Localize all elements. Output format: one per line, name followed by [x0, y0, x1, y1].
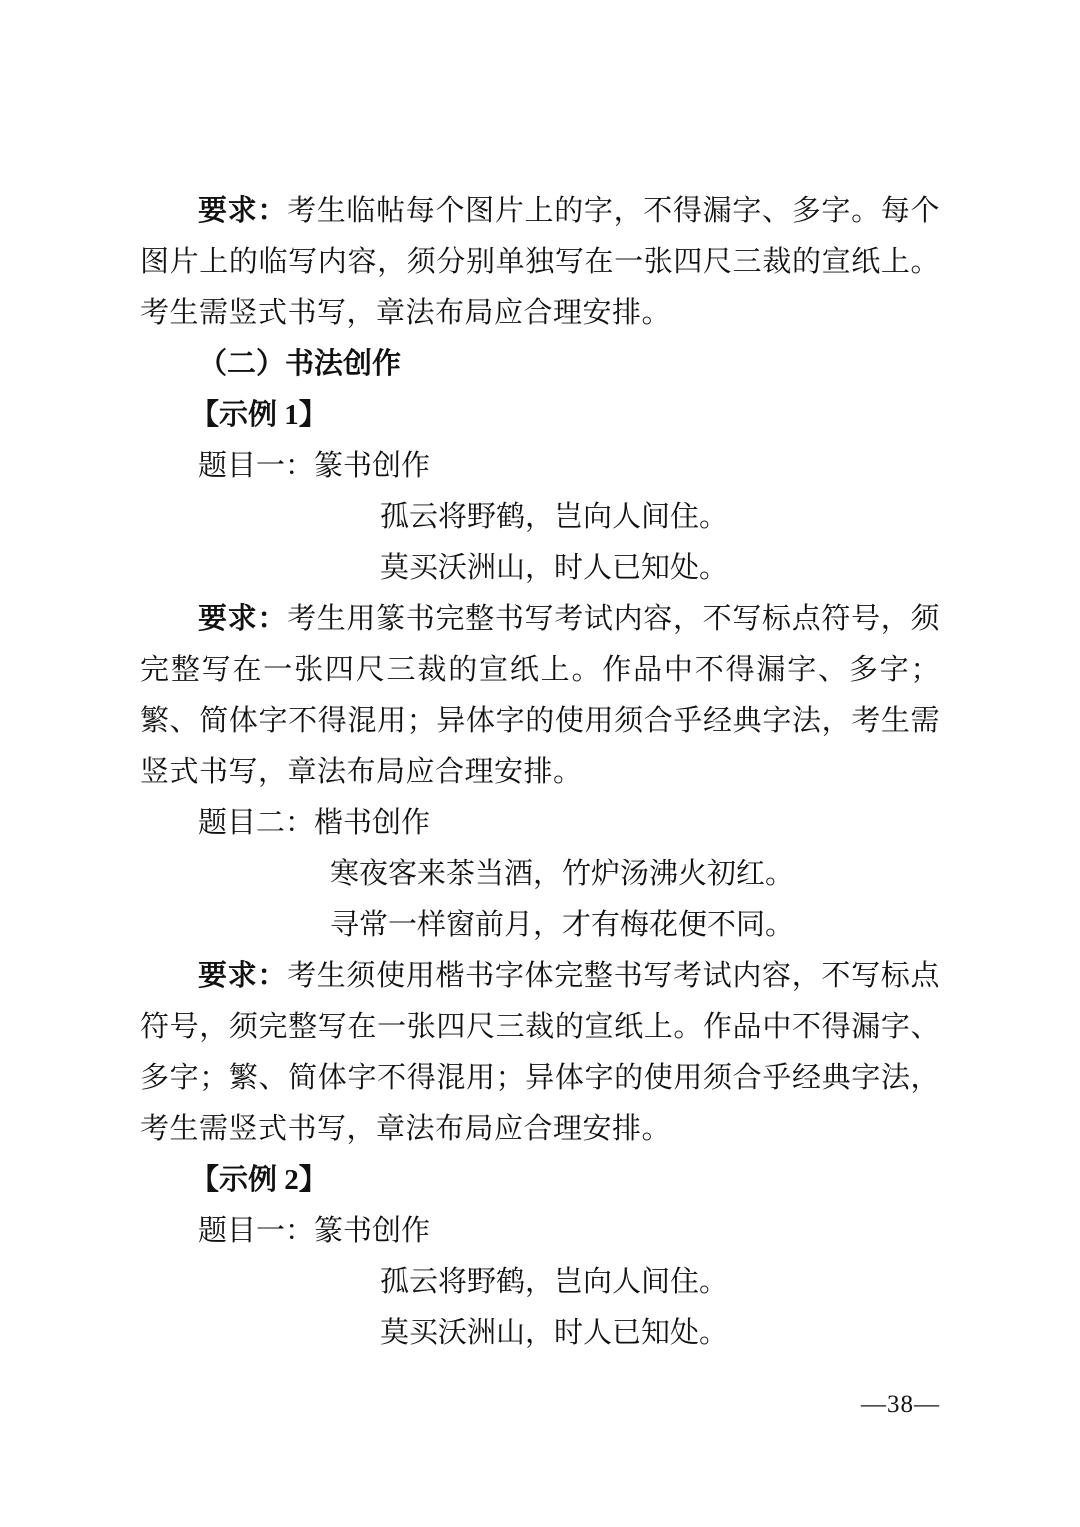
example-heading-1: 【示例 1】: [190, 399, 328, 431]
page-content: [140, 186, 940, 1359]
requirement-text-1: 考生临帖每个图片上的字，不得漏字、多字。每个图片上的临写内容，须分别单独写在一张四尺三裁的宣纸上。考生需竖式书写，章法布局应合理安排。: [140, 195, 940, 329]
example-heading-2: 【示例 2】: [190, 1164, 328, 1196]
requirement-label-3: 要求：: [198, 960, 288, 992]
verse-line-2a: 寒夜客来茶当酒，竹炉汤沸火初红。: [330, 858, 795, 890]
verse-line-2b: 寻常一样窗前月，才有梅花便不同。: [330, 909, 795, 941]
section-heading-creation: （二）书法创作: [198, 348, 402, 380]
requirement-paragraph-3: [140, 951, 940, 1155]
topic-heading-3: 题目一：篆书创作: [198, 1215, 431, 1247]
requirement-paragraph-1: [140, 186, 940, 339]
requirement-text-3: 考生须使用楷书字体完整书写考试内容，不写标点符号，须完整写在一张四尺三裁的宣纸上。作品中不得漏字、多字；繁、简体字不得混用；异体字的使用须合乎经典字法，考生需竖式书写，章法布局应合理安排。: [140, 960, 940, 1145]
requirement-label-1: 要求：: [198, 195, 288, 227]
verse-line-3a: 孤云将野鹤，岂向人间住。: [380, 1266, 729, 1298]
page-number: —38—: [861, 1391, 940, 1418]
requirement-paragraph-2: [140, 594, 940, 798]
topic-heading-2: 题目二：楷书创作: [198, 807, 431, 839]
topic-heading-1: 题目一：篆书创作: [198, 450, 431, 482]
requirement-label-2: 要求：: [198, 603, 288, 635]
verse-line-1a: 孤云将野鹤，岂向人间住。: [380, 501, 729, 533]
verse-line-3b: 莫买沃洲山，时人已知处。: [380, 1317, 729, 1349]
verse-line-1b: 莫买沃洲山，时人已知处。: [380, 552, 729, 584]
requirement-text-2: 考生用篆书完整书写考试内容，不写标点符号，须完整写在一张四尺三裁的宣纸上。作品中不得漏字、多字；繁、简体字不得混用；异体字的使用须合乎经典字法，考生需竖式书写，章法布局应合理安排。: [140, 603, 940, 788]
